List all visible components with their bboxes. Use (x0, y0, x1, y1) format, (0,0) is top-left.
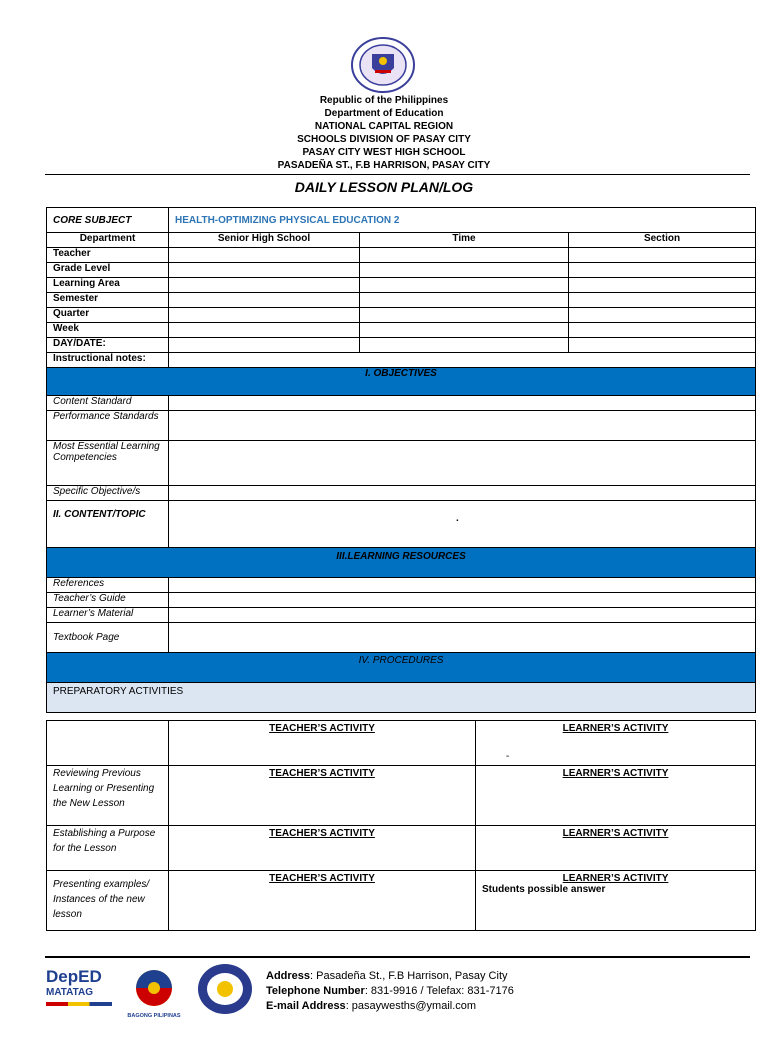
bagong-pilipinas-sun-icon (122, 968, 186, 1008)
info-cell[interactable] (169, 248, 360, 263)
info-cell[interactable] (569, 248, 756, 263)
activity-label: Establishing a Purpose for the Lesson (47, 826, 169, 871)
time-header: Time (360, 233, 569, 248)
header-line: NATIONAL CAPITAL REGION (314, 121, 454, 132)
info-row-label: Grade Level (47, 263, 169, 278)
info-row-label: Semester (47, 293, 169, 308)
activity-label-cell (47, 721, 169, 766)
info-cell[interactable] (360, 338, 569, 353)
header-line: PASADEÑA ST., F.B HARRISON, PASAY CITY (277, 160, 491, 171)
shs-header: Senior High School (169, 233, 360, 248)
resource-cell[interactable] (169, 593, 756, 608)
learner-activity-heading: LEARNER’S ACTIVITY (562, 873, 669, 884)
header-divider (45, 174, 750, 175)
footer-phone (266, 984, 514, 999)
content-topic-cell[interactable] (169, 501, 756, 548)
bagong-pilipinas-logo (122, 968, 186, 1018)
header-line: Republic of the Philippines (319, 95, 449, 106)
teacher-activity-heading: TEACHER’S ACTIVITY (269, 873, 375, 884)
info-row-label: Instructional notes: (47, 353, 169, 368)
activity-label: Reviewing Previous Learning or Presenting the New Lesson (47, 766, 169, 826)
teacher-activity-heading: TEACHER’S ACTIVITY (269, 828, 375, 839)
objective-label: Content Standard (47, 396, 169, 411)
content-mark: . (456, 513, 459, 524)
learner-activity-heading: LEARNER’S ACTIVITY (562, 723, 669, 734)
learner-activity-cell[interactable] (476, 826, 756, 871)
info-row-label: Week (47, 323, 169, 338)
objective-cell[interactable] (169, 486, 756, 501)
logo-color-bar (46, 1002, 112, 1006)
info-cell[interactable] (169, 323, 360, 338)
info-cell[interactable] (169, 293, 360, 308)
matatag-logo-text: MATATAG (46, 987, 94, 998)
email-label: E-mail Address (266, 1000, 346, 1012)
section-header: Section (569, 233, 756, 248)
header-line: SCHOOLS DIVISION OF PASAY CITY (297, 134, 471, 145)
info-cell[interactable] (569, 293, 756, 308)
teacher-activity-cell[interactable] (169, 766, 476, 826)
info-cell[interactable] (360, 278, 569, 293)
core-subject-label: CORE SUBJECT (47, 208, 169, 233)
phone-value: : 831-9916 / Telefax: 831-7176 (364, 985, 514, 997)
footer-address (266, 969, 508, 984)
instructional-notes-cell[interactable] (169, 353, 756, 368)
resource-label: References (47, 578, 169, 593)
info-cell[interactable] (569, 323, 756, 338)
core-subject-value: HEALTH-OPTIMIZING PHYSICAL EDUCATION 2 (169, 208, 756, 233)
teacher-activity-heading: TEACHER’S ACTIVITY (269, 723, 375, 734)
info-cell[interactable] (569, 338, 756, 353)
objective-cell[interactable] (169, 411, 756, 441)
objective-label: Performance Standards (47, 411, 169, 441)
teacher-activity-cell[interactable] (169, 826, 476, 871)
info-cell[interactable] (360, 293, 569, 308)
address-value: : Pasadeña St., F.B Harrison, Pasay City (310, 970, 508, 982)
info-cell[interactable] (360, 323, 569, 338)
info-cell[interactable] (360, 248, 569, 263)
objective-cell[interactable] (169, 441, 756, 486)
objective-label: Most Essential Learning Competencies (47, 441, 169, 486)
bagong-pilipinas-text: BAGONG PILIPINAS (127, 1013, 181, 1019)
learner-activity-cell[interactable] (476, 766, 756, 826)
resource-label: Textbook Page (47, 623, 169, 653)
info-cell[interactable] (169, 263, 360, 278)
deped-seal-logo (350, 36, 416, 94)
school-seal-logo (196, 962, 254, 1016)
info-cell[interactable] (569, 278, 756, 293)
deped-logo-text: DepED (46, 967, 102, 986)
preparatory-heading: PREPARATORY ACTIVITIES (47, 683, 756, 713)
resources-heading: III.LEARNING RESOURCES (47, 548, 756, 578)
info-cell[interactable] (569, 308, 756, 323)
resource-cell[interactable] (169, 578, 756, 593)
phone-label: Telephone Number (266, 985, 365, 997)
learner-activity-heading: LEARNER’S ACTIVITY (562, 828, 669, 839)
address-label: Address (266, 970, 311, 982)
resource-cell[interactable] (169, 623, 756, 653)
procedures-heading: IV. PROCEDURES (47, 653, 756, 683)
info-cell[interactable] (360, 308, 569, 323)
info-row-label: Quarter (47, 308, 169, 323)
students-answer: Students possible answer (482, 884, 606, 895)
info-cell[interactable] (169, 278, 360, 293)
header-line: Department of Education (324, 108, 444, 119)
activities-table (46, 720, 756, 931)
learner-activity-heading: LEARNER’S ACTIVITY (562, 768, 669, 779)
footer-divider (45, 956, 750, 958)
dash-mark: - (506, 751, 510, 762)
info-cell[interactable] (169, 308, 360, 323)
learner-activity-cell[interactable] (476, 721, 756, 766)
deped-matatag-logo (46, 967, 116, 1015)
activity-label: Presenting examples/ Instances of the new lesson (47, 871, 169, 931)
dept-header: Department (47, 233, 169, 248)
objective-cell[interactable] (169, 396, 756, 411)
content-topic-label: II. CONTENT/TOPIC (47, 501, 169, 548)
footer-email (266, 999, 476, 1014)
lesson-plan-table (46, 207, 756, 713)
objective-label: Specific Objective/s (47, 486, 169, 501)
info-cell[interactable] (569, 263, 756, 278)
school-seal-icon (196, 962, 254, 1016)
info-row-label: Learning Area (47, 278, 169, 293)
teacher-activity-heading: TEACHER’S ACTIVITY (269, 768, 375, 779)
teacher-activity-cell[interactable] (169, 721, 476, 766)
resource-label: Teacher’s Guide (47, 593, 169, 608)
teacher-activity-cell[interactable] (169, 871, 476, 931)
resource-label: Learner’s Material (47, 608, 169, 623)
objectives-heading: I. OBJECTIVES (47, 368, 756, 396)
info-row-label: Teacher (47, 248, 169, 263)
info-row-label: DAY/DATE: (47, 338, 169, 353)
email-value: : pasaywesths@ymail.com (345, 1000, 477, 1012)
info-cell[interactable] (360, 263, 569, 278)
info-cell[interactable] (169, 338, 360, 353)
header-line: PASAY CITY WEST HIGH SCHOOL (302, 147, 466, 158)
resource-cell[interactable] (169, 608, 756, 623)
page-title: DAILY LESSON PLAN/LOG (294, 179, 474, 195)
learner-activity-cell[interactable] (476, 871, 756, 931)
